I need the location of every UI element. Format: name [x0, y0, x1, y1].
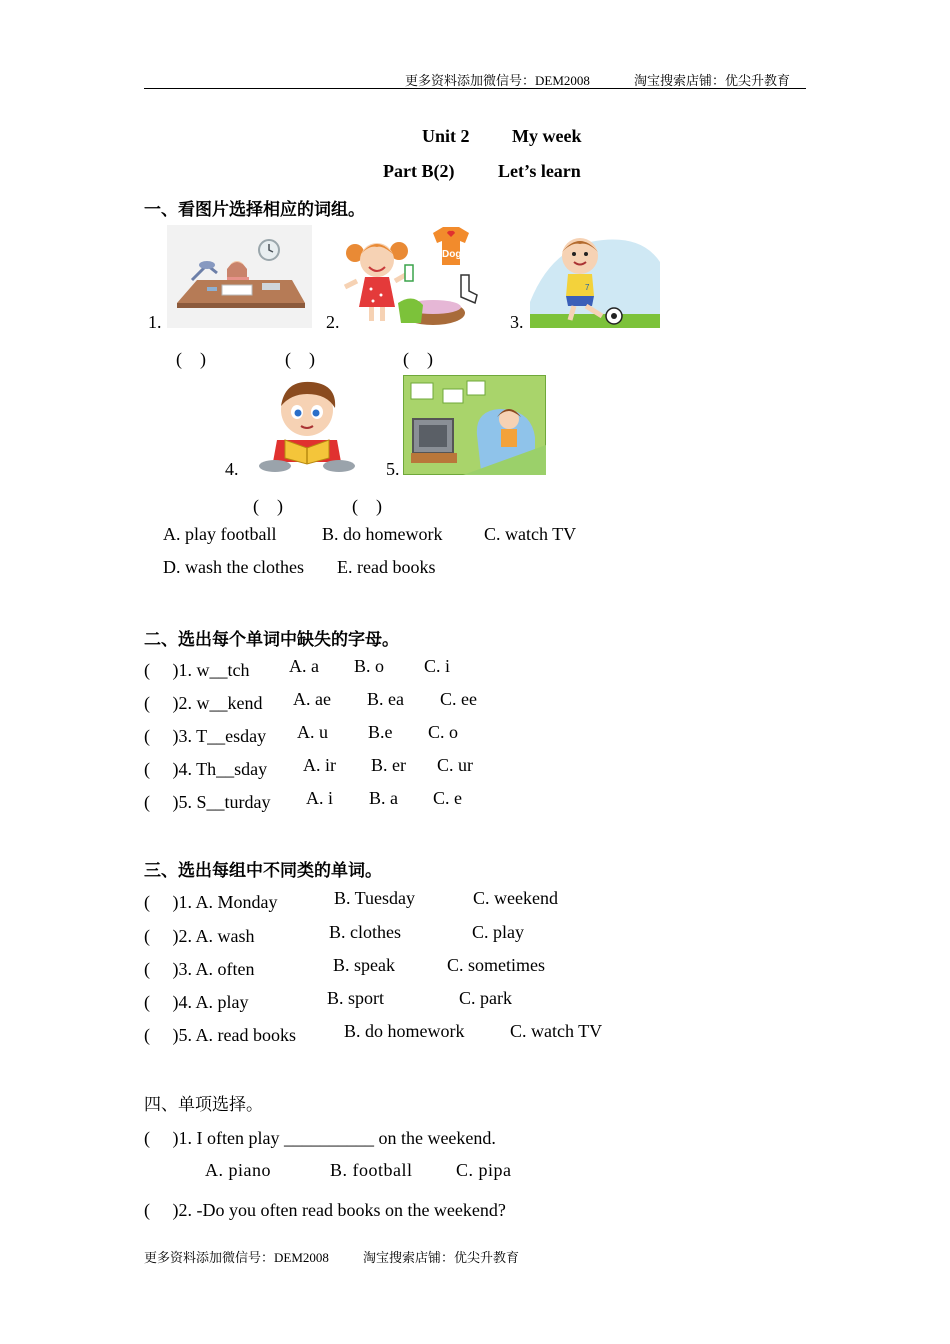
s2-q3-option-c: C. o [428, 722, 459, 742]
s2-q1-option-c: C. i [424, 656, 451, 676]
s3-q2-option-c: C. play [472, 922, 524, 942]
lesson-label: Let’s learn [498, 161, 581, 181]
section3-heading: 三、选出每组中不同类的单词。 [144, 861, 382, 881]
s3-question-5[interactable]: ( )5. A. read books [144, 1025, 296, 1045]
answer-bracket-1[interactable]: ( ) [176, 349, 206, 369]
unit-label: Unit 2 [422, 126, 470, 146]
s3-q4-option-b: B. sport [327, 988, 385, 1008]
s3-q3-option-c: C. sometimes [447, 955, 545, 975]
s2-q2-option-b: B. ea [367, 689, 404, 709]
s2-q5-option-a: A. i [306, 788, 333, 808]
s3-q5-option-c: C. watch TV [510, 1021, 603, 1041]
s2-q1-option-b: B. o [354, 656, 385, 676]
picture-do-homework [167, 225, 312, 328]
s2-q5-option-c: C. e [433, 788, 462, 808]
part-label: Part B(2) [383, 161, 455, 181]
s3-q4-option-c: C. park [459, 988, 512, 1008]
unit-topic: My week [512, 126, 582, 146]
picture-number-3: 3. [510, 312, 524, 332]
s2-question-5[interactable]: ( )5. S__turday [144, 792, 271, 812]
header-shop-text: 淘宝搜索店铺：优尖升教育 [634, 73, 791, 88]
s2-q4-option-c: C. ur [437, 755, 473, 775]
s2-q4-option-a: A. ir [303, 755, 336, 775]
section2-heading: 二、选出每个单词中缺失的字母。 [144, 630, 399, 650]
picture-read-books [255, 378, 360, 474]
s2-q2-option-c: C. ee [440, 689, 477, 709]
s2-q1-option-a: A. a [289, 656, 319, 676]
s2-q3-option-b: B.e [368, 722, 393, 742]
option-b: B. do homework [322, 524, 443, 544]
s3-q2-option-b: B. clothes [329, 922, 401, 942]
header-wechat-text: 更多资料添加微信号：DEM2008 [405, 73, 590, 88]
shirt-dog-text: Dog [442, 249, 462, 260]
answer-bracket-2[interactable]: ( ) [285, 349, 315, 369]
s2-q5-option-b: B. a [369, 788, 398, 808]
picture-number-2: 2. [326, 312, 340, 332]
s3-q3-option-b: B. speak [333, 955, 395, 975]
section4-heading: 四、单项选择。 [144, 1095, 263, 1115]
s2-question-4[interactable]: ( )4. Th__sday [144, 759, 268, 779]
s4-question-2[interactable]: ( )2. -Do you often read books on the weekend? [144, 1200, 506, 1220]
option-e: E. read books [337, 557, 436, 577]
picture-number-1: 1. [148, 312, 162, 332]
s3-question-3[interactable]: ( )3. A. often [144, 959, 255, 979]
header-rule [144, 88, 806, 89]
s3-q5-option-b: B. do homework [344, 1021, 465, 1041]
picture-play-football [530, 232, 660, 328]
s2-q2-option-a: A. ae [293, 689, 331, 709]
s3-question-4[interactable]: ( )4. A. play [144, 992, 249, 1012]
answer-bracket-5[interactable]: ( ) [352, 496, 382, 516]
s3-q1-option-c: C. weekend [473, 888, 558, 908]
option-d: D. wash the clothes [163, 557, 304, 577]
option-c: C. watch TV [484, 524, 577, 544]
s2-question-2[interactable]: ( )2. w__kend [144, 693, 263, 713]
footer-wechat-text: 更多资料添加微信号：DEM2008 [144, 1250, 329, 1265]
s3-question-1[interactable]: ( )1. A. Monday [144, 892, 278, 912]
section1-heading: 一、看图片选择相应的词组。 [144, 200, 365, 220]
s2-q4-option-b: B. er [371, 755, 406, 775]
s4-q1-option-c: C. pipa [456, 1160, 512, 1180]
s3-question-2[interactable]: ( )2. A. wash [144, 926, 255, 946]
s2-question-1[interactable]: ( )1. w__tch [144, 660, 250, 680]
footer-shop-text: 淘宝搜索店铺：优尖升教育 [363, 1250, 520, 1265]
s4-q1-option-b: B. football [330, 1160, 413, 1180]
shirt-number: 7 [585, 283, 590, 292]
picture-watch-tv [403, 375, 546, 475]
picture-wash-clothes [343, 225, 500, 328]
option-a: A. play football [163, 524, 277, 544]
s4-q1-option-a: A. piano [205, 1160, 271, 1180]
s2-q3-option-a: A. u [297, 722, 328, 742]
s3-q1-option-b: B. Tuesday [334, 888, 416, 908]
picture-number-4: 4. [225, 459, 239, 479]
s2-question-3[interactable]: ( )3. T__esday [144, 726, 267, 746]
answer-bracket-4[interactable]: ( ) [253, 496, 283, 516]
answer-bracket-3[interactable]: ( ) [403, 349, 433, 369]
s4-question-1[interactable]: ( )1. I often play __________ on the weekend. [144, 1128, 496, 1148]
picture-number-5: 5. [386, 459, 400, 479]
